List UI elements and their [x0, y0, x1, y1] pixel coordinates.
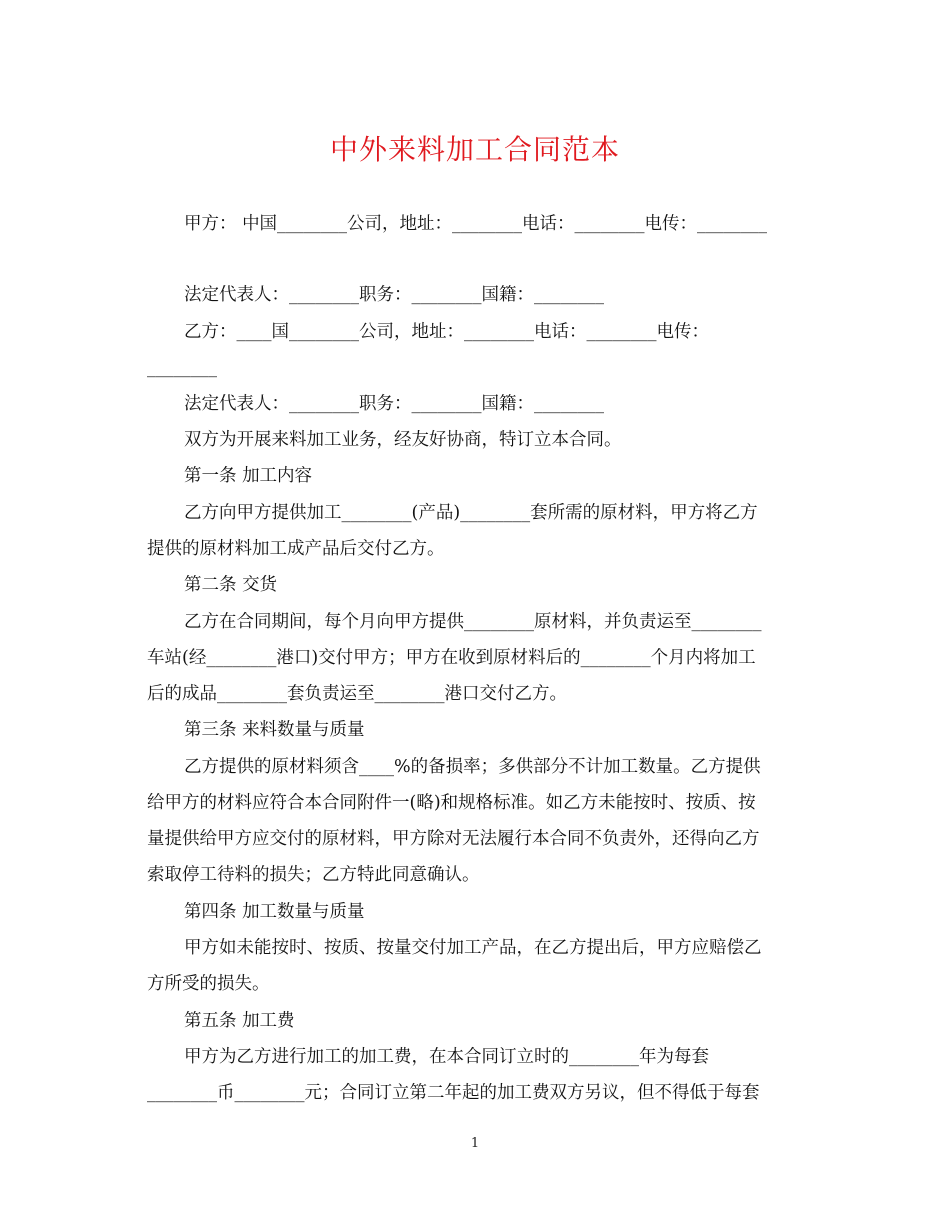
article-2-text: 乙方在合同期间，每个月向甲方提供________原材料，并负责运至________: [184, 612, 762, 632]
party-b-line-cont: ________: [147, 358, 217, 378]
article-5-text: 甲方为乙方进行加工的加工费，在本合同订立时的________年为每套: [184, 1047, 709, 1067]
page-number: 1: [470, 1136, 480, 1151]
article-2-heading: 第二条 交货: [184, 575, 278, 595]
article-3-text: 乙方提供的原材料须含____%的备损率；多供部分不计加工数量。乙方提供: [184, 757, 761, 777]
article-3-text-cont: 给甲方的材料应符合本合同附件一(略)和规格标准。如乙方未能按时、按质、按: [147, 793, 756, 813]
article-4-heading: 第四条 加工数量与质量: [184, 902, 365, 922]
article-2-text-cont: 车站(经________港口)交付甲方；甲方在收到原材料后的________个月内将加工: [147, 648, 756, 668]
article-3-text-cont: 量提供给甲方应交付的原材料，甲方除对无法履行本合同不负责外，还得向乙方: [147, 829, 760, 849]
article-1-text-cont: 提供的原材料加工成产品后交付乙方。: [147, 539, 445, 559]
article-4-text: 甲方如未能按时、按质、按量交付加工产品，在乙方提出后，甲方应赔偿乙: [184, 938, 762, 958]
article-2-text-cont: 后的成品________套负责运至________港口交付乙方。: [147, 684, 567, 704]
article-5-text-cont: ________币________元；合同订立第二年起的加工费双方另议，但不得低于每套: [147, 1083, 760, 1103]
article-4-text-cont: 方所受的损失。: [147, 974, 270, 994]
article-1-text: 乙方向甲方提供加工________(产品)________套所需的原材料，甲方将乙方: [184, 503, 758, 523]
preamble: 双方为开展来料加工业务，经友好协商，特订立本合同。: [184, 430, 622, 450]
article-1-heading: 第一条 加工内容: [184, 466, 313, 486]
party-b-representative: 法定代表人：________职务：________国籍：________: [184, 394, 604, 414]
party-a-representative: 法定代表人：________职务：________国籍：________: [184, 285, 604, 305]
article-3-text-cont: 索取停工待料的损失；乙方特此同意确认。: [147, 865, 480, 885]
party-b-line: 乙方：____国________公司，地址：________电话：________电传：: [184, 322, 709, 342]
party-a-line: 甲方： 中国________公司，地址：________电话：________电传：________: [184, 214, 768, 234]
article-3-heading: 第三条 来料数量与质量: [184, 720, 365, 740]
article-5-heading: 第五条 加工费: [184, 1011, 295, 1031]
document-title: 中外来料加工合同范本: [329, 133, 620, 166]
